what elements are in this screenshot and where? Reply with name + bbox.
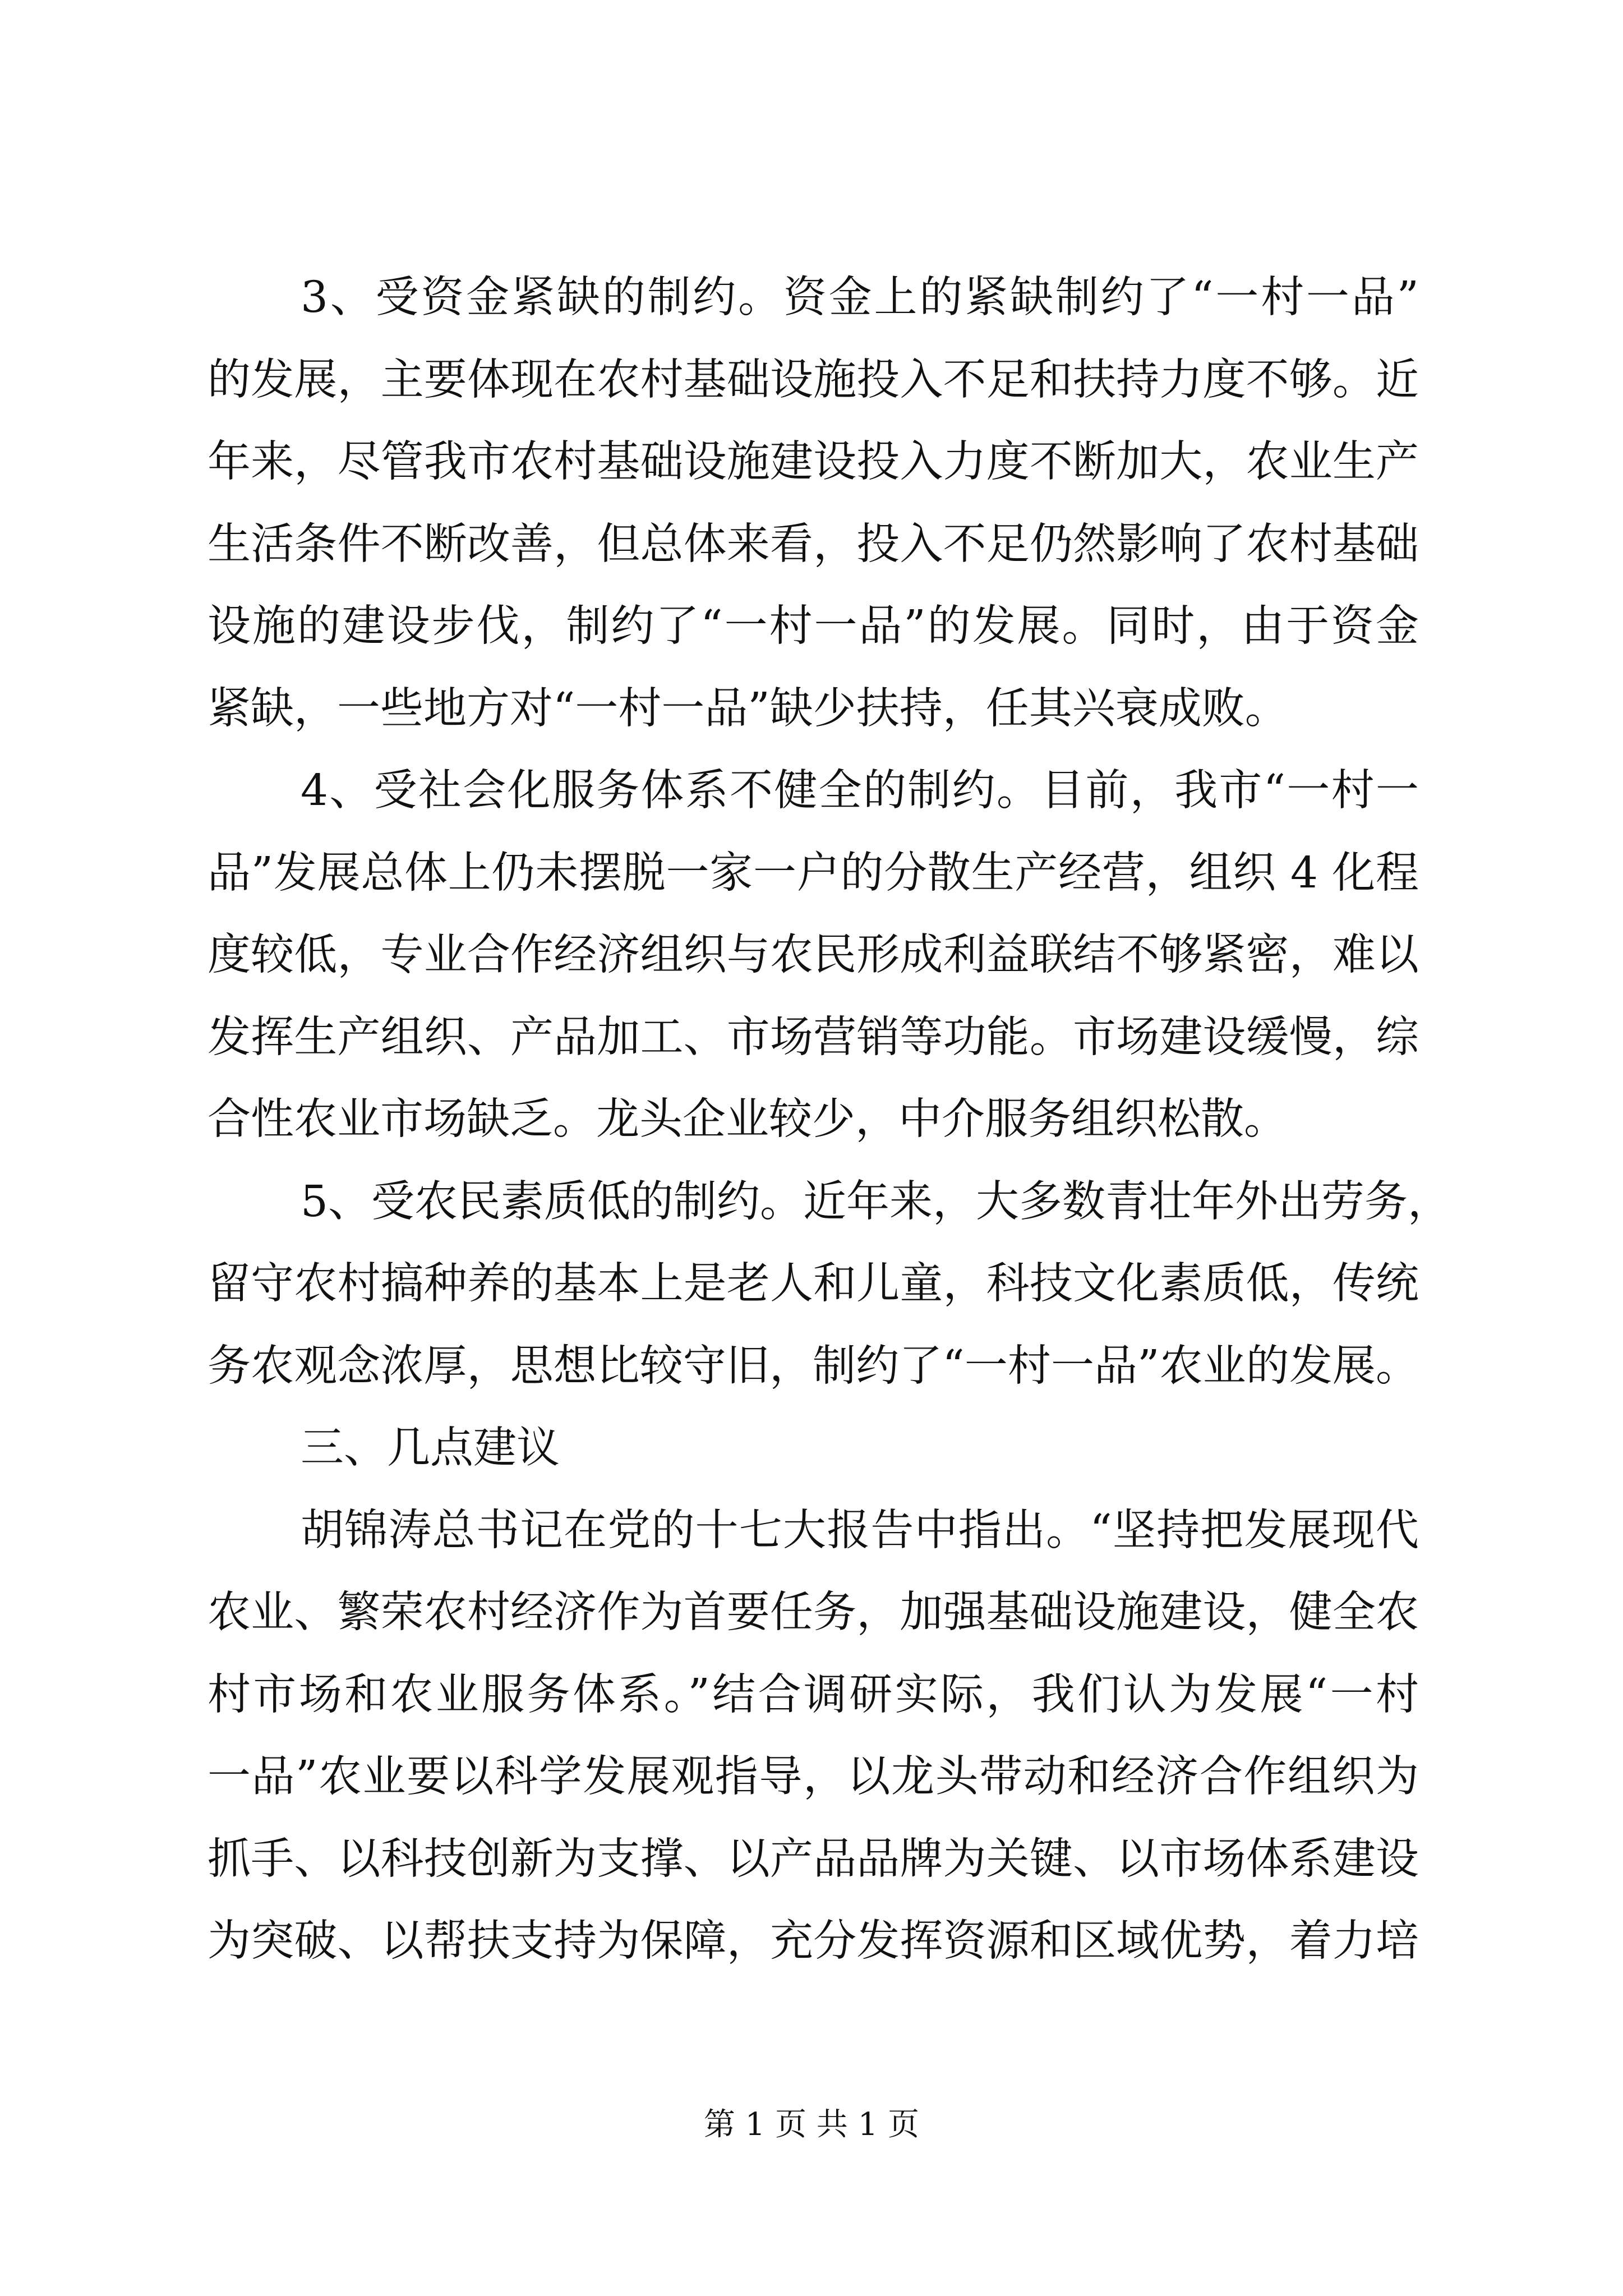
text-line: 紧缺，一些地方对“一村一品”缺少扶持，任其兴衰成败。: [208, 683, 1288, 734]
text-line: 为突破、以帮扶支持为保障，充分发挥资源和区域优势，着力培: [208, 1916, 1419, 1966]
text-line: 一品”农业要以科学发展观指导，以龙头带动和经济合作组织为: [208, 1752, 1419, 1802]
text-line: 度较低，专业合作经济组织与农民形成利益联结不够紧密，难以: [208, 930, 1419, 980]
text-line: 胡锦涛总书记在党的十七大报告中指出。“坚持把发展现代: [301, 1505, 1419, 1556]
text-line: 留守农村搞种养的基本上是老人和儿童，科技文化素质低，传统: [208, 1259, 1419, 1309]
page-footer: 第 1 页 共 1 页: [703, 2106, 920, 2143]
text-line: 三、几点建议: [301, 1423, 560, 1473]
text-line: 设施的建设步伐，制约了“一村一品”的发展。同时，由于资金: [208, 601, 1419, 651]
text-line: 4、受社会化服务体系不健全的制约。目前，我市“一村一: [301, 766, 1419, 816]
text-line: 3、受资金紧缺的制约。资金上的紧缺制约了“一村一品”: [301, 273, 1419, 323]
text-line: 生活条件不断改善，但总体来看，投入不足仍然影响了农村基础: [208, 519, 1419, 569]
text-line: 村市场和农业服务体系。”结合调研实际，我们认为发展“一村: [208, 1669, 1419, 1720]
text-line: 品”发展总体上仍未摆脱一家一户的分散生产经营，组织 4 化程: [208, 848, 1419, 898]
document-body: [208, 257, 1451, 1983]
text-line: 合性农业市场缺乏。龙头企业较少，中介服务组织松散。: [208, 1094, 1287, 1144]
text-line: 务农观念浓厚，思想比较守旧，制约了“一村一品”农业的发展。: [208, 1341, 1419, 1391]
text-line: 农业、繁荣农村经济作为首要任务，加强基础设施建设，健全农: [208, 1588, 1419, 1637]
text-line: 5、受农民素质低的制约。近年来，大多数青壮年外出劳务，: [301, 1176, 1451, 1227]
text-line: 抓手、以科技创新为支撑、以产品品牌为关键、以市场体系建设: [208, 1834, 1419, 1884]
text-line: 的发展，主要体现在农村基础设施投入不足和扶持力度不够。近: [208, 355, 1419, 405]
text-line: 发挥生产组织、产品加工、市场营销等功能。市场建设缓慢，综: [208, 1012, 1419, 1062]
text-line: 年来，尽管我市农村基础设施建设投入力度不断加大，农业生产: [208, 437, 1419, 487]
